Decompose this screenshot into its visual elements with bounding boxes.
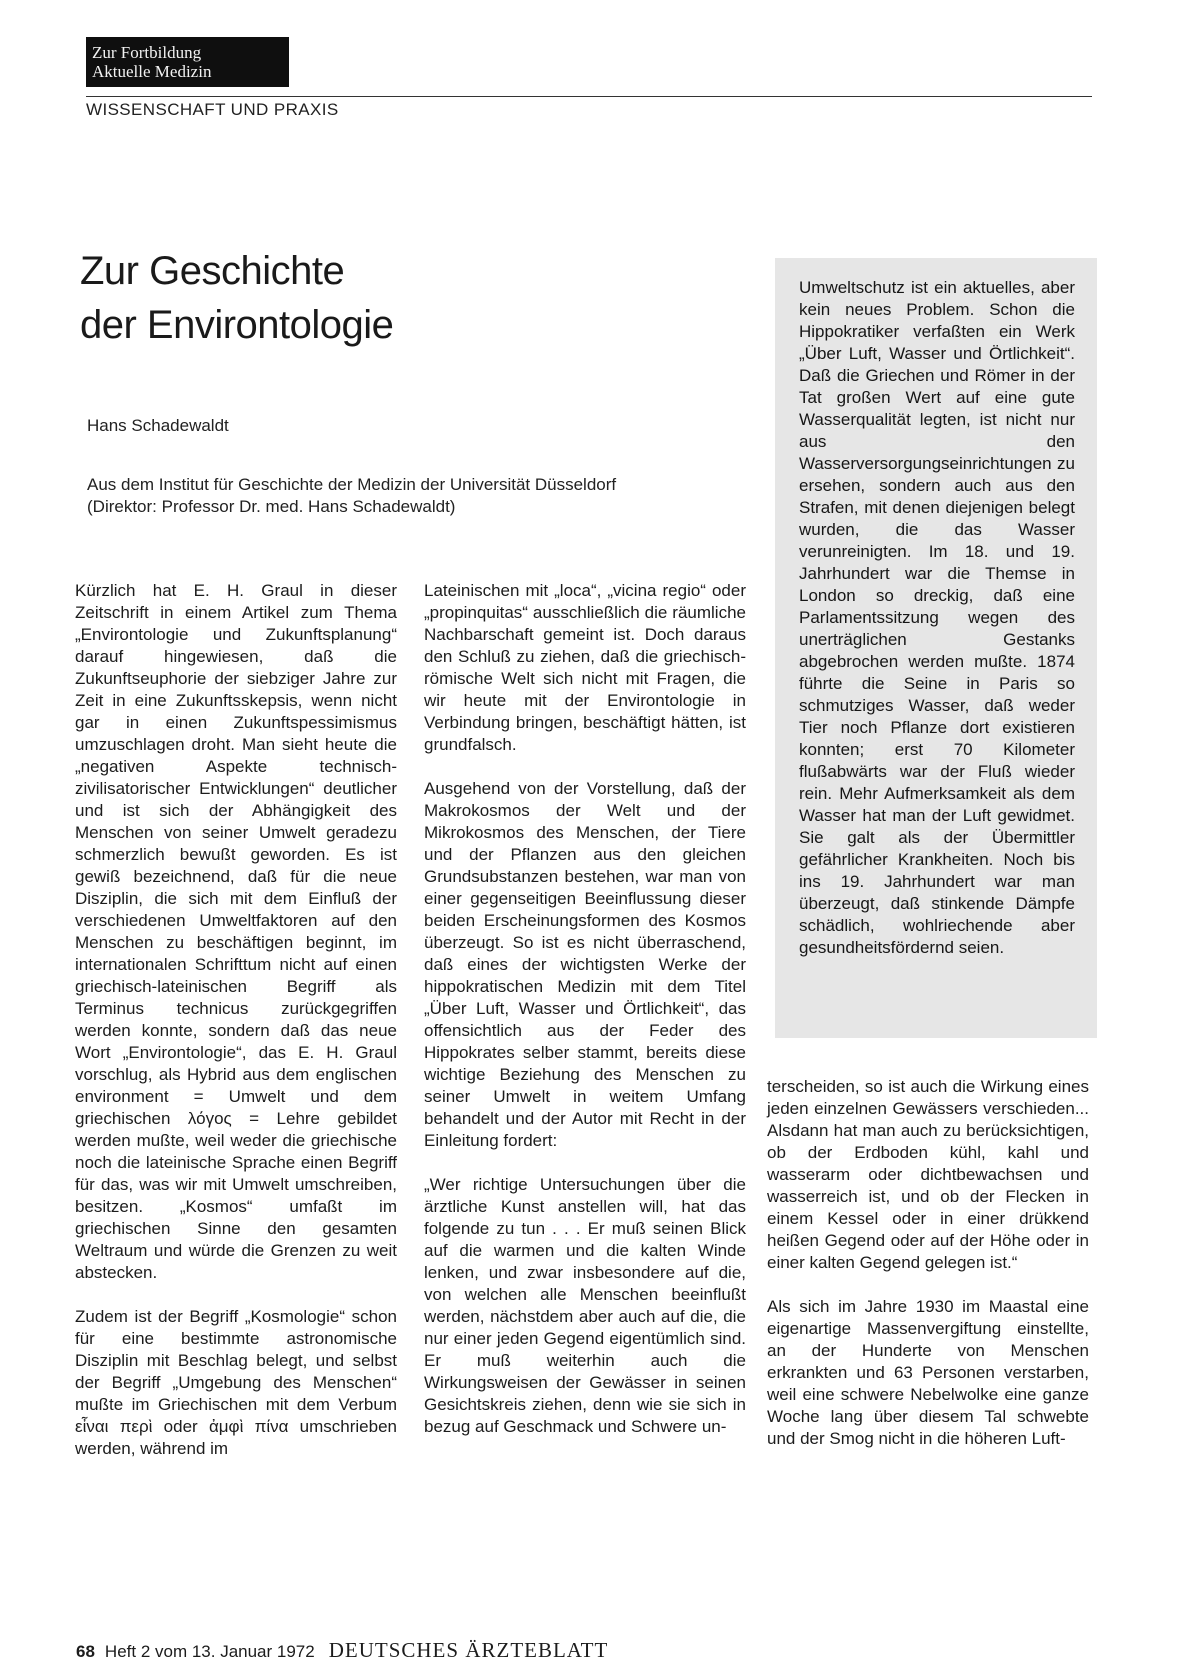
- title-line-1: Zur Geschichte: [80, 249, 345, 293]
- tag-line-2: Aktuelle Medizin: [92, 62, 212, 81]
- abstract-text: Umweltschutz ist ein aktuelles, aber kein neues Problem. Schon die Hippokratiker verfaßten ein Werk „Über Luft, Wasser und Örtlichkeit“. Daß die Griechen und Römer in der Tat großen Wert auf eine gute Wasserqualität legten, ist nicht nur aus den Wasserversorgungseinrichtungen zu ersehen, sondern auch aus den Strafen, mit denen diejenigen belegt wurden, die das Wasser verunreinigten. Im 18. und 19. Jahrhundert war die Themse in London so dreckig, daß eine Parlamentssitzung wegen des unerträglichen Gestanks abgebrochen werden mußte. 1874 führte die Seine in Paris so schmutziges Wasser, daß weder Tier noch Pflanze dort existieren konnten; erst 70 Kilometer flußabwärts war der Fluß wieder rein. Mehr Aufmerksamkeit als dem Wasser hat man der Luft gewidmet. Sie galt als der Übermittler gefährlicher Krankheiten. Noch bis ins 19. Jahrhundert war man überzeugt, daß stinkende Dämpfe schädlich, wohlriechende aber gesundheitsfördernd seien.: [799, 278, 1075, 957]
- header-rule: [86, 96, 1092, 97]
- quote-paragraph: terscheiden, so ist auch die Wirkung eines jeden einzelnen Gewässers verschieden... Alsdann hat man auch zu berücksichtigen, ob der Erdboden kühl, kahl und wasserarm oder dichtbewachsen und wasserreich ist, und ob der Flecken in einem Kessel oder in einer drükkend heißen Gegend oder auf der Höhe oder in einer kalten Gegend gelegen ist.“: [767, 1077, 1089, 1272]
- section-tag-box: [86, 37, 289, 87]
- paragraph: Lateinischen mit „loca“, „vicina regio“ oder „propinquitas“ ausschließlich die räumliche Nachbarschaft gemeint ist. Doch daraus den Schluß zu ziehen, daß die griechisch-römische Welt sich nicht mit Fragen, die wir heute mit der Environtologie in Verbindung bringen, beschäftigt hätten, ist grundfalsch.: [424, 581, 746, 754]
- paragraph: Kürzlich hat E. H. Graul in dieser Zeitschrift in einem Artikel zum Thema „Environtologie und Zukunftsplanung“ darauf hingewiesen, daß die Zukunftseuphorie der siebziger Jahre zur Zeit in eine Zukunftsskepsis, wenn nicht gar in einen Zukunftspessimismus umzuschlagen droht. Man sieht heute die „negativen Aspekte technisch-zivilisatorischer Entwicklungen“ deutlicher und ist sich der Abhängigkeit des Menschen von seiner Umwelt geradezu schmerzlich bewußt geworden. Es ist gewiß bezeichnend, daß für die neue Disziplin, die sich mit dem Einfluß der verschiedenen Umweltfaktoren auf den Menschen zu beschäftigen beginnt, im internationalen Schrifttum nicht auf einen griechisch-lateinischen Begriff als Terminus technicus zurückgegriffen werden konnte, sondern daß das neue Wort „Environtologie“, das E. H. Graul vorschlug, als Hybrid aus dem englischen environment = Umwelt und dem griechischen λόγος = Lehre gebildet werden mußte, weil weder die griechische noch die lateinische Sprache einen Begriff für das, was wir mit Umwelt umschreiben, besitzen. „Kosmos“ umfaßt im griechischen Sinne den gesamten Weltraum und würde die Grenzen zu weit abstecken.: [75, 581, 397, 1282]
- abstract-box: [775, 258, 1097, 1038]
- section-heading: WISSENSCHAFT UND PRAXIS: [86, 100, 339, 119]
- article-title: [80, 244, 393, 352]
- body-column-2: [424, 580, 746, 1460]
- title-line-2: der Environtologie: [80, 303, 394, 347]
- body-column-1: [75, 580, 397, 1482]
- page-footer: [76, 1638, 608, 1663]
- quote-paragraph: „Wer richtige Untersuchungen über die ärztliche Kunst anstellen will, hat das folgende zu tun . . . Er muß seinen Blick auf die warmen und die kalten Winde lenken, und zwar insbesondere auf die, von welchen alle Menschen beeinflußt werden, nächstdem aber auch auf die, die nur einer jeden Gegend eigentümlich sind. Er muß weiterhin auch die Wirkungsweisen der Gewässer in seinen Gesichtskreis ziehen, denn wie sie sich in bezug auf Geschmack und Schwere un-: [424, 1175, 746, 1436]
- affiliation-line-1: Aus dem Institut für Geschichte der Medizin der Universität Düsseldorf: [87, 475, 617, 494]
- paragraph: Ausgehend von der Vorstellung, daß der Makrokosmos der Welt und der Mikrokosmos des Menschen, der Tiere und der Pflanzen aus den gleichen Grundsubstanzen bestehen, war man von einer gegenseitigen Beeinflussung dieser beiden Erscheinungsformen des Kosmos überzeugt. So ist es nicht überraschend, daß eines der wichtigsten Werke der hippokratischen Medizin mit dem Titel „Über Luft, Wasser und Örtlichkeit“, das offensichtlich aus der Feder des Hippokrates selber stammt, bereits diese wichtige Beziehung des Menschen zu seiner Umwelt in weitem Umfang behandelt und der Autor mit Recht in der Einleitung fordert:: [424, 779, 746, 1150]
- paragraph: Als sich im Jahre 1930 im Maastal eine eigenartige Massenvergiftung einstellte, an der Hunderte von Menschen erkrankten und 63 Personen verstarben, weil eine schwere Nebelwolke eine ganze Woche lang über diesem Tal schwebte und der Smog nicht in die höheren Luft-: [767, 1297, 1089, 1448]
- body-column-3: [767, 1076, 1089, 1472]
- affiliation-line-2: (Direktor: Professor Dr. med. Hans Schadewaldt): [87, 497, 456, 516]
- page-number: 68: [76, 1642, 95, 1661]
- author-name: Hans Schadewaldt: [87, 416, 229, 435]
- issue-info: Heft 2 vom 13. Januar 1972: [104, 1642, 315, 1661]
- tag-line-1: Zur Fortbildung: [92, 43, 202, 62]
- paragraph: Zudem ist der Begriff „Kosmologie“ schon für eine bestimmte astronomische Disziplin mit Beschlag belegt, und selbst der Begriff „Umgebung des Menschen“ mußte im Griechischen mit dem Verbum εἶναι περὶ oder ἀμφὶ πίνα umschrieben werden, während im: [75, 1307, 397, 1458]
- author-affiliation: [87, 474, 616, 518]
- journal-name: DEUTSCHES ÄRZTEBLATT: [328, 1638, 609, 1662]
